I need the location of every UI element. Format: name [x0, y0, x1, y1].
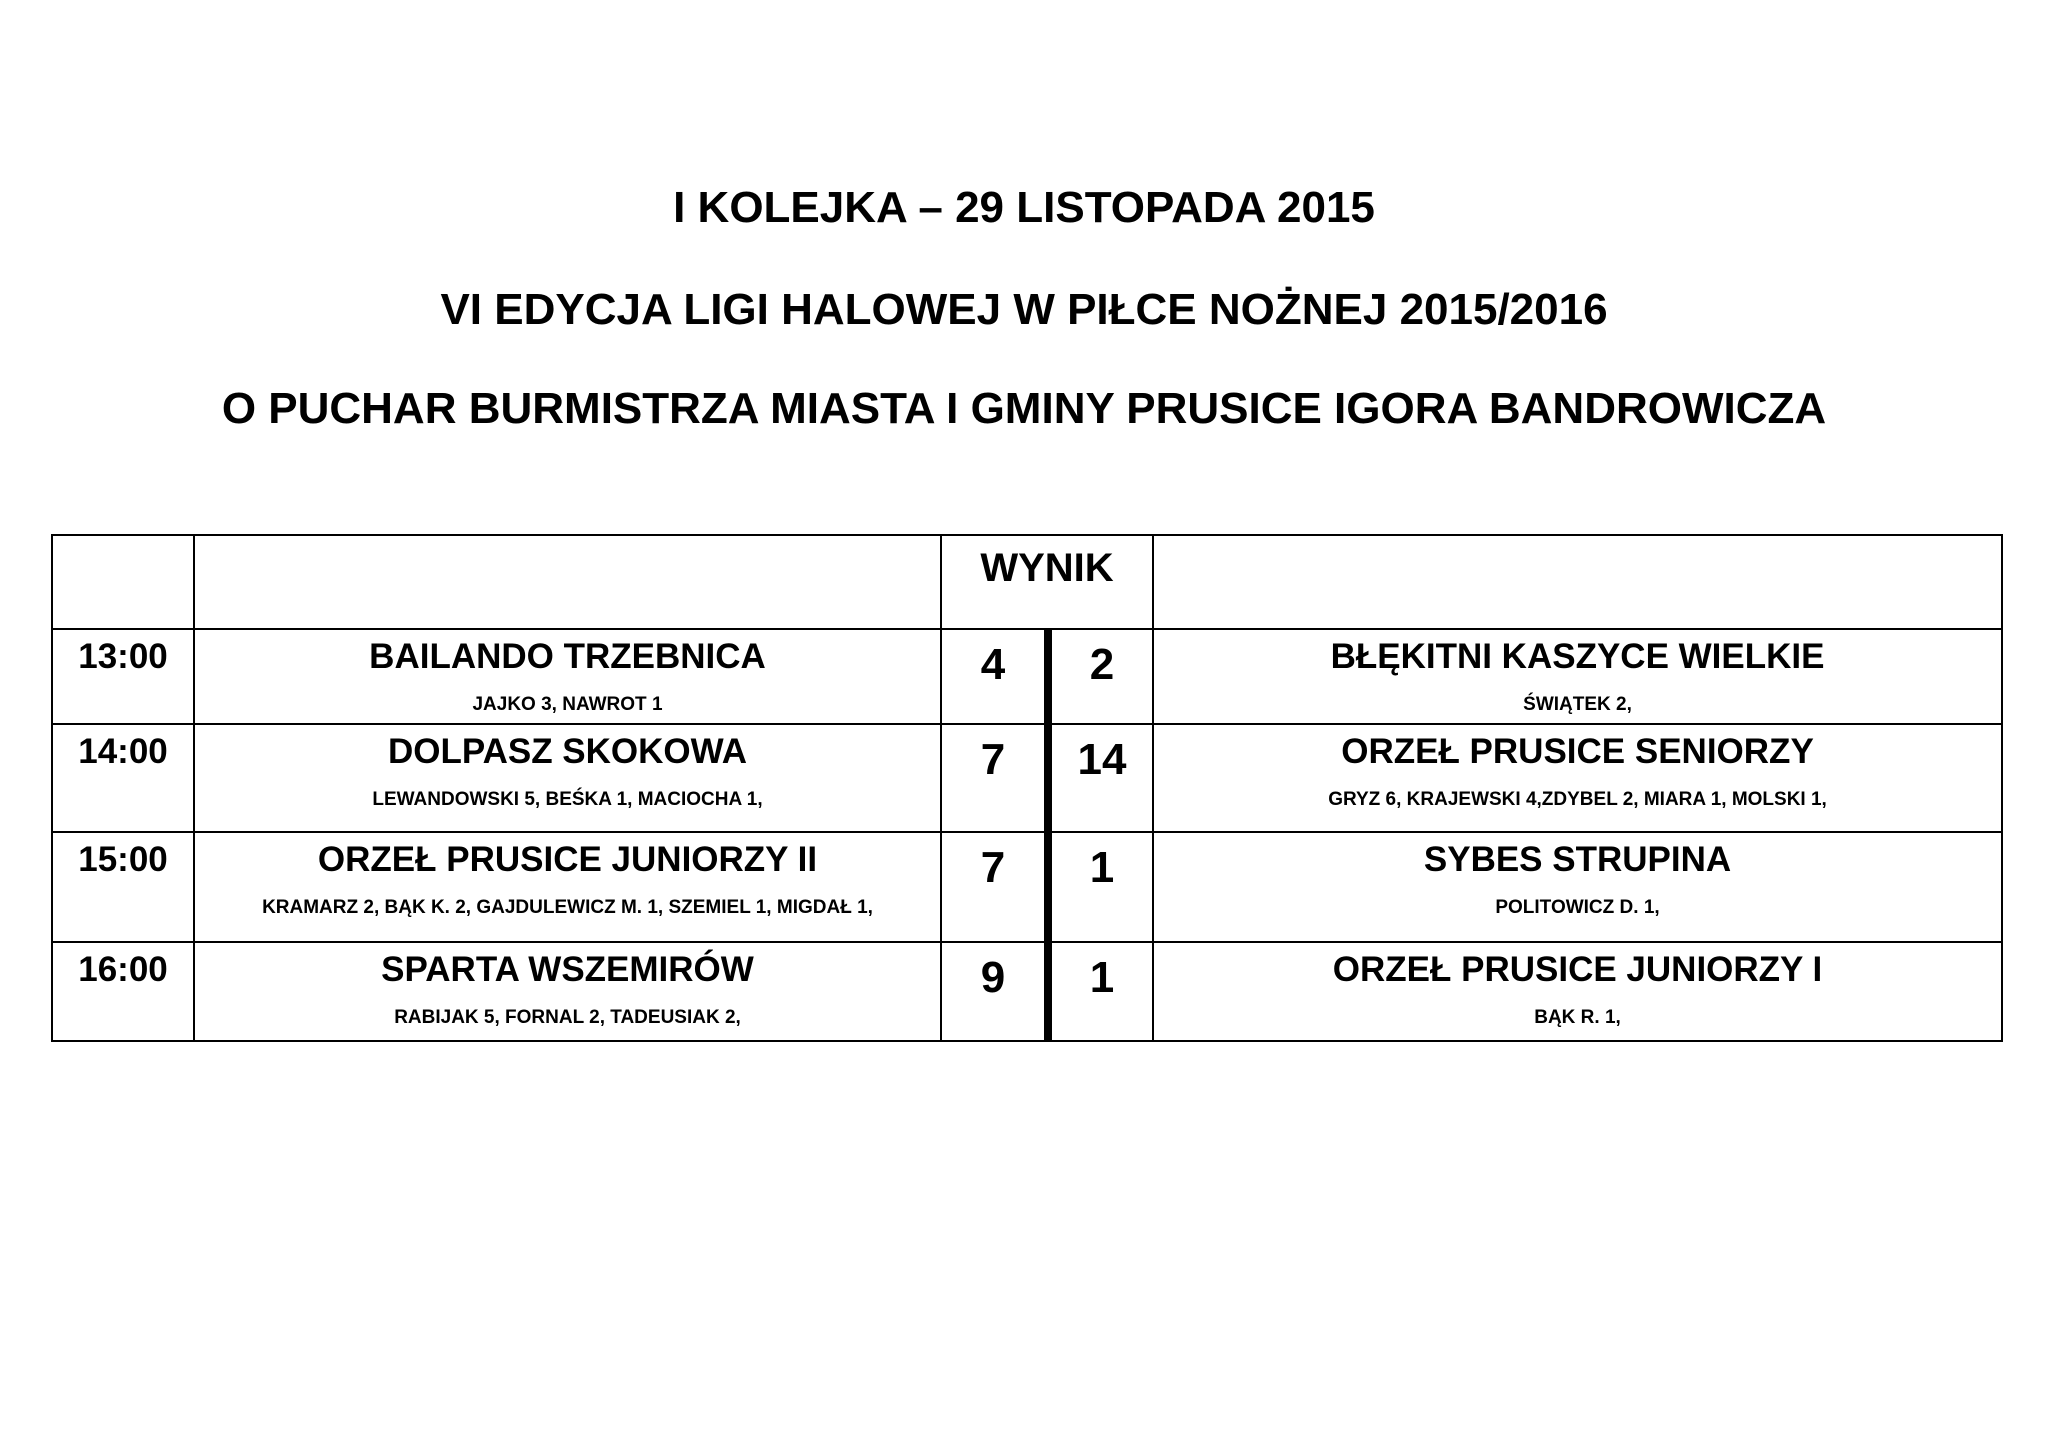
title-league-edition: VI EDYCJA LIGI HALOWEJ W PIŁCE NOŻNEJ 2015/2016: [440, 285, 1608, 334]
home-team-name: SPARTA WSZEMIRÓW: [381, 950, 754, 989]
away-score: 14: [1048, 724, 1153, 832]
header-home-cell: [194, 535, 941, 629]
away-team-name: ORZEŁ PRUSICE JUNIORZY I: [1332, 950, 1823, 989]
home-scorers: JAJKO 3, NAWROT 1: [472, 694, 663, 715]
home-score: 4: [941, 629, 1048, 724]
home-team-cell: [194, 629, 941, 724]
home-team-name: ORZEŁ PRUSICE JUNIORZY II: [317, 840, 818, 879]
title-cup: O PUCHAR BURMISTRZA MIASTA I GMINY PRUSICE IGORA BANDROWICZA: [221, 384, 1827, 433]
away-scorers: ŚWIĄTEK 2,: [1523, 694, 1632, 715]
match-time: 13:00: [52, 629, 194, 724]
away-scorers: POLITOWICZ D. 1,: [1495, 897, 1660, 918]
match-time: 16:00: [52, 942, 194, 1041]
table-row: [52, 629, 2002, 724]
home-scorers: LEWANDOWSKI 5, BEŚKA 1, MACIOCHA 1,: [372, 789, 763, 810]
table-row: [52, 832, 2002, 942]
home-score: 9: [941, 942, 1048, 1041]
away-team-name: ORZEŁ PRUSICE SENIORZY: [1341, 732, 1814, 771]
away-score: 1: [1048, 832, 1153, 942]
header-time-cell: [52, 535, 194, 629]
home-team-name: DOLPASZ SKOKOWA: [387, 732, 748, 771]
home-team-cell: [194, 832, 941, 942]
table-row: [52, 724, 2002, 832]
home-scorers: KRAMARZ 2, BĄK K. 2, GAJDULEWICZ M. 1, SZEMIEL 1, MIGDAŁ 1,: [262, 897, 873, 918]
away-team-cell: [1153, 832, 2002, 942]
away-score: 2: [1048, 629, 1153, 724]
title-round: I KOLEJKA – 29 LISTOPADA 2015: [673, 183, 1375, 232]
home-score: 7: [941, 832, 1048, 942]
away-score: 1: [1048, 942, 1153, 1041]
away-team-cell: [1153, 629, 2002, 724]
away-team-name: SYBES STRUPINA: [1423, 840, 1732, 879]
home-score: 7: [941, 724, 1048, 832]
away-scorers: GRYZ 6, KRAJEWSKI 4,ZDYBEL 2, MIARA 1, MOLSKI 1,: [1328, 789, 1827, 810]
results-table: [51, 534, 2003, 1042]
table-header-row: [52, 535, 2002, 629]
header-away-cell: [1153, 535, 2002, 629]
home-team-cell: [194, 942, 941, 1041]
home-scorers: RABIJAK 5, FORNAL 2, TADEUSIAK 2,: [394, 1007, 741, 1028]
match-time: 15:00: [52, 832, 194, 942]
away-scorers: BĄK R. 1,: [1534, 1007, 1621, 1028]
away-team-name: BŁĘKITNI KASZYCE WIELKIE: [1330, 637, 1825, 676]
away-team-cell: [1153, 942, 2002, 1041]
table-row: [52, 942, 2002, 1041]
home-team-name: BAILANDO TRZEBNICA: [369, 637, 766, 676]
home-team-cell: [194, 724, 941, 832]
match-time: 14:00: [52, 724, 194, 832]
away-team-cell: [1153, 724, 2002, 832]
header-result: WYNIK: [941, 535, 1153, 629]
